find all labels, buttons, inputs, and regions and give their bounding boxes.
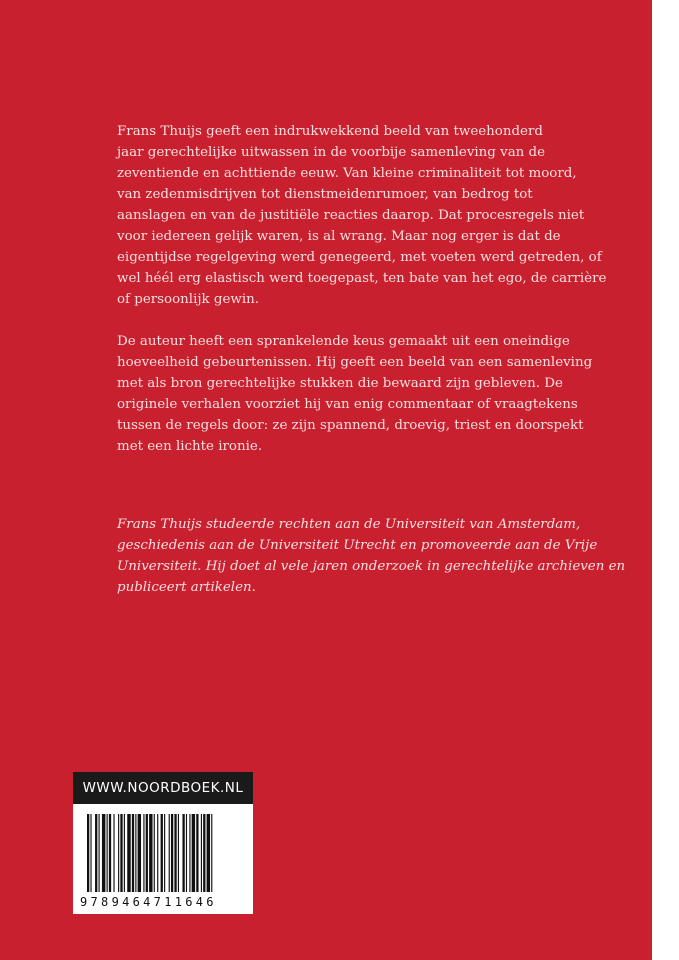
barcode-bar <box>90 814 91 892</box>
barcode-bar <box>182 814 184 892</box>
text-line: met een lichte ironie. <box>117 439 263 454</box>
text-line: publiceert artikelen. <box>117 580 256 595</box>
text-line: Frans Thuijs geeft een indrukwekkend beeld van tweehonderd <box>117 124 543 139</box>
author-bio <box>117 514 626 598</box>
barcode-bar <box>113 814 114 892</box>
text-line: hoeveelheid gebeurtenissen. Hij geeft een beeld van een samenleving <box>117 355 593 370</box>
barcode-bar <box>95 814 97 892</box>
barcode-bar <box>157 814 158 892</box>
barcode-bar <box>207 814 210 892</box>
text-line: De auteur heeft een sprankelende keus gemaakt uit een oneindige <box>117 334 570 349</box>
barcode-bar <box>138 814 141 892</box>
barcode-bar <box>192 814 195 892</box>
text-line: eigentijdse regelgeving werd genegeerd, met voeten werd getreden, of <box>117 250 602 265</box>
barcode-bar <box>132 814 134 892</box>
barcode-bar <box>189 814 190 892</box>
blurb-paragraph-1 <box>117 121 617 310</box>
text-line: met als bron gerechtelijke stukken die bewaard zijn gebleven. De <box>117 376 563 391</box>
barcode-bar <box>164 814 165 892</box>
barcode-bar <box>127 814 130 892</box>
text-line: of persoonlijk gewin. <box>117 292 260 307</box>
text-line: Universiteit. Hij doet al vele jaren onderzoek in gerechtelijke archieven en <box>117 559 626 574</box>
barcode-bar <box>143 814 144 892</box>
barcode-bar <box>118 814 119 892</box>
barcode-bar <box>149 814 152 892</box>
barcode-bar <box>203 814 205 892</box>
text-line: tussen de regels door: ze zijn spannend, droevig, triest en doorspekt <box>117 418 584 433</box>
barcode-bar <box>124 814 125 892</box>
barcode <box>73 804 253 914</box>
barcode-bar <box>201 814 202 892</box>
blurb <box>117 121 617 478</box>
text-line: geschiedenis aan de Universiteit Utrecht en promoveerde aan de Vrije <box>117 538 598 553</box>
text-line: originele verhalen voorziet hij van enig commentaar of vraagtekens <box>117 397 578 412</box>
barcode-bar <box>186 814 187 892</box>
barcode-bar <box>99 814 100 892</box>
text-line: zeventiende en achttiende eeuw. Van kleine criminaliteit tot moord, <box>117 166 577 181</box>
barcode-bar <box>107 814 108 892</box>
text-line: jaar gerechtelijke uitwassen in de voorbije samenleving van de <box>117 145 546 160</box>
barcode-bar <box>169 814 170 892</box>
barcode-bar <box>109 814 111 892</box>
text-line: Frans Thuijs studeerde rechten aan de Universiteit van Amsterdam, <box>117 517 581 532</box>
barcode-bar <box>161 814 163 892</box>
barcode-bar <box>154 814 155 892</box>
isbn-number: 9789464711646 <box>80 895 217 909</box>
barcode-bar <box>171 814 173 892</box>
barcode-bar <box>178 814 179 892</box>
barcode-bar <box>120 814 122 892</box>
text-line: voor iedereen gelijk waren, is al wrang. Maar nog erger is dat de <box>117 229 561 244</box>
barcode-bar <box>87 814 89 892</box>
publisher-url: WWW.NOORDBOEK.NL <box>73 772 253 804</box>
text-line: wel héél erg elastisch werd toegepast, ten bate van het ego, de carrière <box>117 271 607 286</box>
barcode-bar <box>146 814 148 892</box>
barcode-bar <box>211 814 212 892</box>
barcode-bar <box>135 814 136 892</box>
page-edge <box>652 0 679 960</box>
text-line: van zedenmisdrijven tot dienstmeidenrumoer, van bedrog tot <box>117 187 533 202</box>
blurb-paragraph-2 <box>117 331 617 457</box>
barcode-bar <box>174 814 176 892</box>
text-line: aanslagen en van de justitiële reacties daarop. Dat procesregels niet <box>117 208 585 223</box>
barcode-bar <box>102 814 105 892</box>
barcode-bar <box>196 814 198 892</box>
